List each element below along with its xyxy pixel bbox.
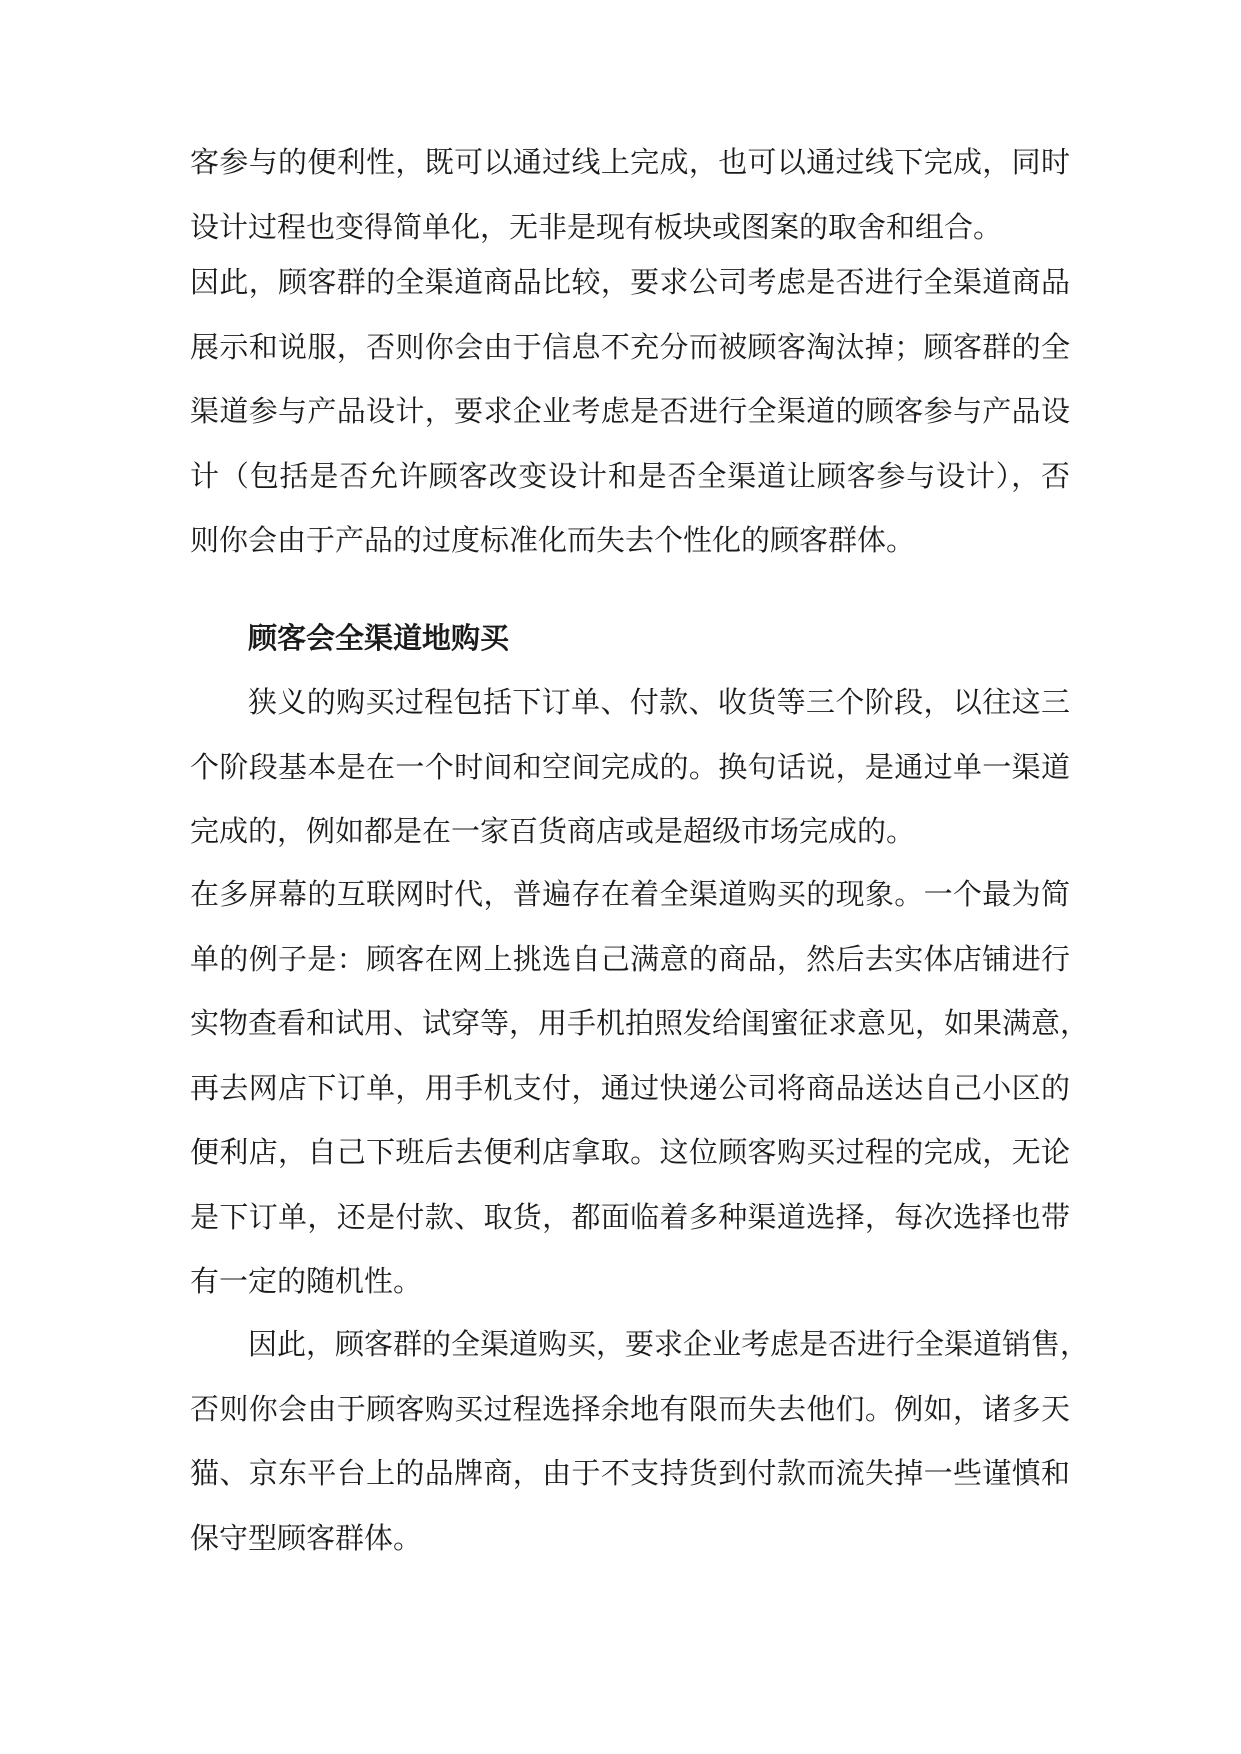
- text-line: 完成的，例如都是在一家百货商店或是超级市场完成的。: [190, 814, 916, 848]
- section-heading-block: [190, 606, 1070, 671]
- text-line: 则你会由于产品的过度标准化而失去个性化的顾客群体。: [190, 523, 916, 557]
- text-line: 便利店，自己下班后去便利店拿取。这位顾客购买过程的完成，无论: [190, 1135, 1070, 1169]
- text-line: 有一定的随机性。: [190, 1264, 423, 1298]
- paragraph-omnichannel-comparison: [190, 250, 1070, 573]
- text-line: 因此，顾客群的全渠道购买，要求企业考虑是否进行全渠道销售，: [248, 1327, 1090, 1361]
- text-line: 渠道参与产品设计，要求企业考虑是否进行全渠道的顾客参与产品设: [190, 394, 1070, 428]
- text-line: 猫、京东平台上的品牌商，由于不支持货到付款而流失掉一些谨慎和: [190, 1456, 1070, 1490]
- text-line: 狭义的购买过程包括下订单、付款、收货等三个阶段，以往这三: [248, 685, 1070, 719]
- section-heading: 顾客会全渠道地购买: [248, 621, 510, 655]
- text-line: 单的例子是：顾客在网上挑选自己满意的商品，然后去实体店铺进行: [190, 941, 1070, 976]
- text-line: 计（包括是否允许顾客改变设计和是否全渠道让顾客参与设计），否: [190, 458, 1070, 493]
- text-line: 设计过程也变得简单化，无非是现有板块或图案的取舍和组合。: [190, 209, 1003, 244]
- text-line: 客参与的便利性，既可以通过线上完成，也可以通过线下完成，同时: [190, 145, 1070, 179]
- text-line: 因此，顾客群的全渠道商品比较，要求公司考虑是否进行全渠道商品: [190, 265, 1070, 299]
- paragraph-omnichannel-sales: [190, 1312, 1090, 1570]
- text-line: 再去网店下订单，用手机支付，通过快递公司将商品送达自己小区的: [190, 1070, 1070, 1105]
- paragraph-narrow-purchase: [190, 670, 1070, 864]
- text-line: 保守型顾客群体。: [190, 1520, 423, 1555]
- continuation-paragraph: [190, 130, 1070, 259]
- text-line: 实物查看和试用、试穿等，用手机拍照发给闺蜜征求意见，如果满意，: [190, 1006, 1090, 1040]
- text-line: 在多屏幕的互联网时代，普遍存在着全渠道购买的现象。一个最为简: [190, 877, 1070, 911]
- paragraph-multiscreen-purchase: [190, 862, 1090, 1314]
- text-line: 展示和说服，否则你会由于信息不充分而被顾客淘汰掉；顾客群的全: [190, 329, 1070, 364]
- text-line: 个阶段基本是在一个时间和空间完成的。换句话说，是通过单一渠道: [190, 749, 1070, 784]
- text-line: 是下订单，还是付款、取货，都面临着多种渠道选择，每次选择也带: [190, 1199, 1070, 1234]
- text-line: 否则你会由于顾客购买过程选择余地有限而失去他们。例如，诸多天: [190, 1391, 1070, 1426]
